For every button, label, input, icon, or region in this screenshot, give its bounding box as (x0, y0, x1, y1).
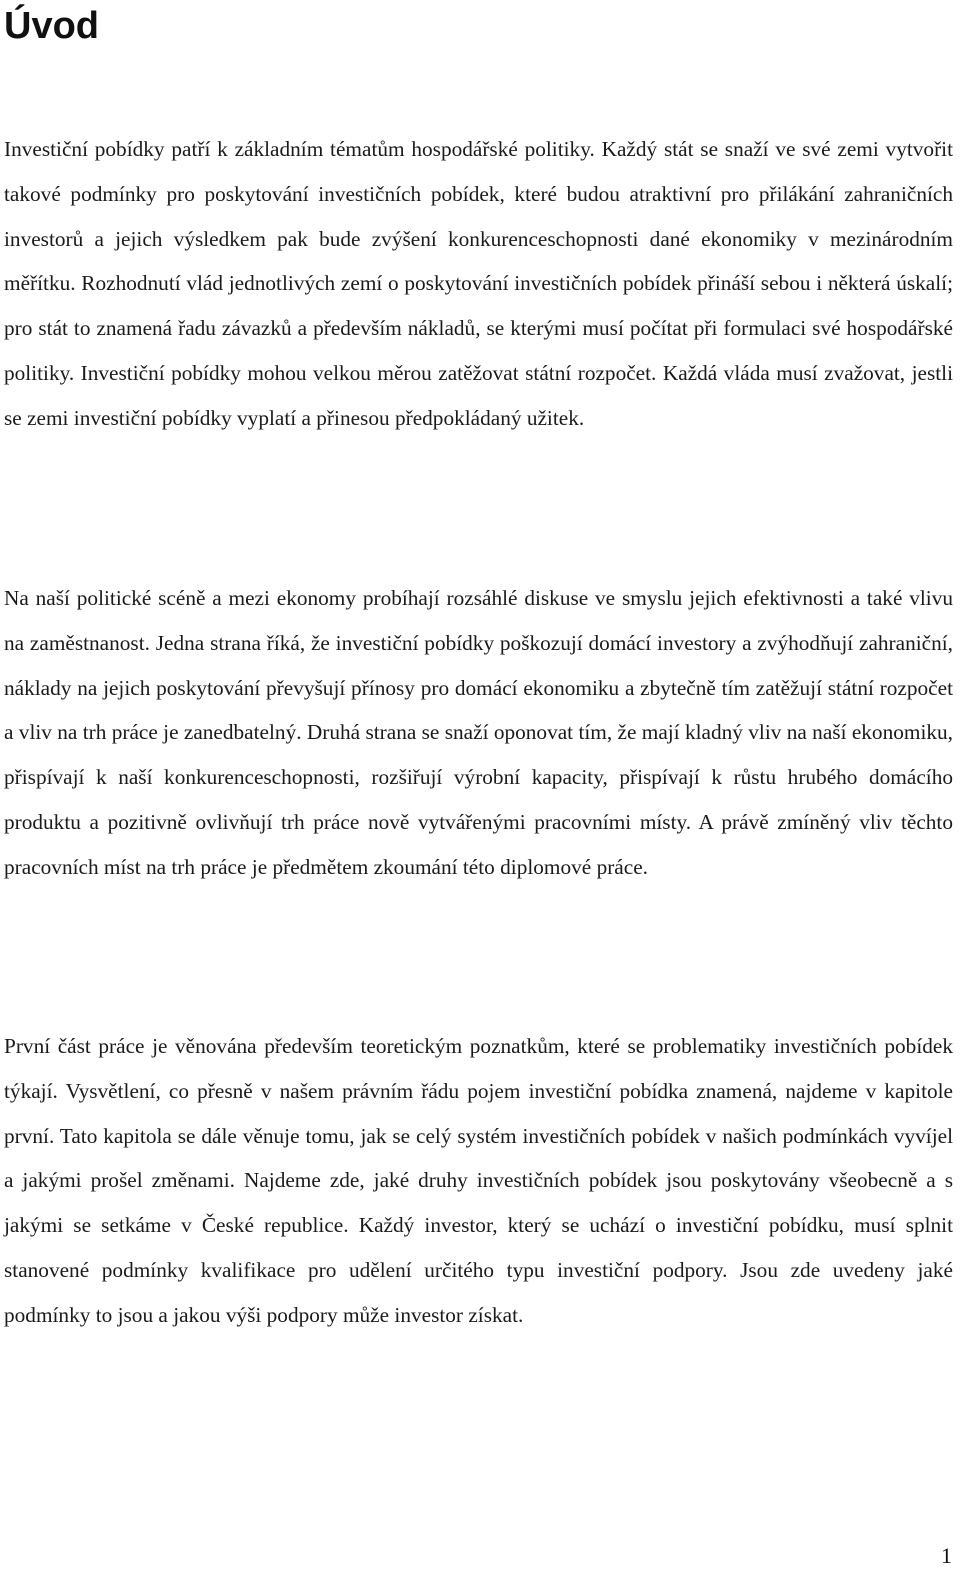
paragraph-3: První část práce je věnována především teoretickým poznatkům, které se problematiky investičních pobídek týkají. Vysvětlení, co přesně v našem právním řádu pojem investiční pobídka znamená, najdeme v kapitole první. Tato kapitola se dále věnuje tomu, jak se celý systém investičních pobídek v našich podmínkách vyvíjel a jakými prošel změnami. Najdeme zde, jaké druhy investičních pobídek jsou poskytovány všeobecně a s jakými se setkáme v České republice. Každý investor, který se uchází o investiční pobídku, musí splnit stanovené podmínky kvalifikace pro udělení určitého typu investiční podpory. Jsou zde uvedeny jaké podmínky to jsou a jakou výši podpory může investor získat. (4, 1034, 953, 1327)
paragraph-2: Na naší politické scéně a mezi ekonomy probíhají rozsáhlé diskuse ve smyslu jejich efektivnosti a také vlivu na zaměstnanost. Jedna strana říká, že investiční pobídky poškozují domácí investory a zvýhodňují zahraniční, náklady na jejich poskytování převyšují přínosy pro domácí ekonomiku a zbytečně tím zatěžují státní rozpočet a vliv na trh práce je zanedbatelný. Druhá strana se snaží oponovat tím, že mají kladný vliv na naší ekonomiku, přispívají k naší konkurenceschopnosti, rozšiřují výrobní kapacity, přispívají k růstu hrubého domácího produktu a pozitivně ovlivňují trh práce nově vytvářenými pracovními místy. A právě zmíněný vliv těchto pracovních míst na trh práce je předmětem zkoumání této diplomové práce. (4, 586, 953, 879)
page-title: Úvod (4, 5, 99, 47)
paragraph-1: Investiční pobídky patří k základním tématům hospodářské politiky. Každý stát se snaží ve své zemi vytvořit takové podmínky pro poskytování investičních pobídek, které budou atraktivní pro přilákání zahraničních investorů a jejich výsledkem pak bude zvýšení konkurenceschopnosti dané ekonomiky v mezinárodním měřítku. Rozhodnutí vlád jednotlivých zemí o poskytování investičních pobídek přináší sebou i některá úskalí; pro stát to znamená řadu závazků a především nákladů, se kterými musí počítat při formulaci své hospodářské politiky. Investiční pobídky mohou velkou měrou zatěžovat státní rozpočet. Každá vláda musí zvažovat, jestli se zemi investiční pobídky vyplatí a přinesou předpokládaný užitek. (4, 137, 953, 430)
page-number: 1 (941, 1543, 952, 1568)
